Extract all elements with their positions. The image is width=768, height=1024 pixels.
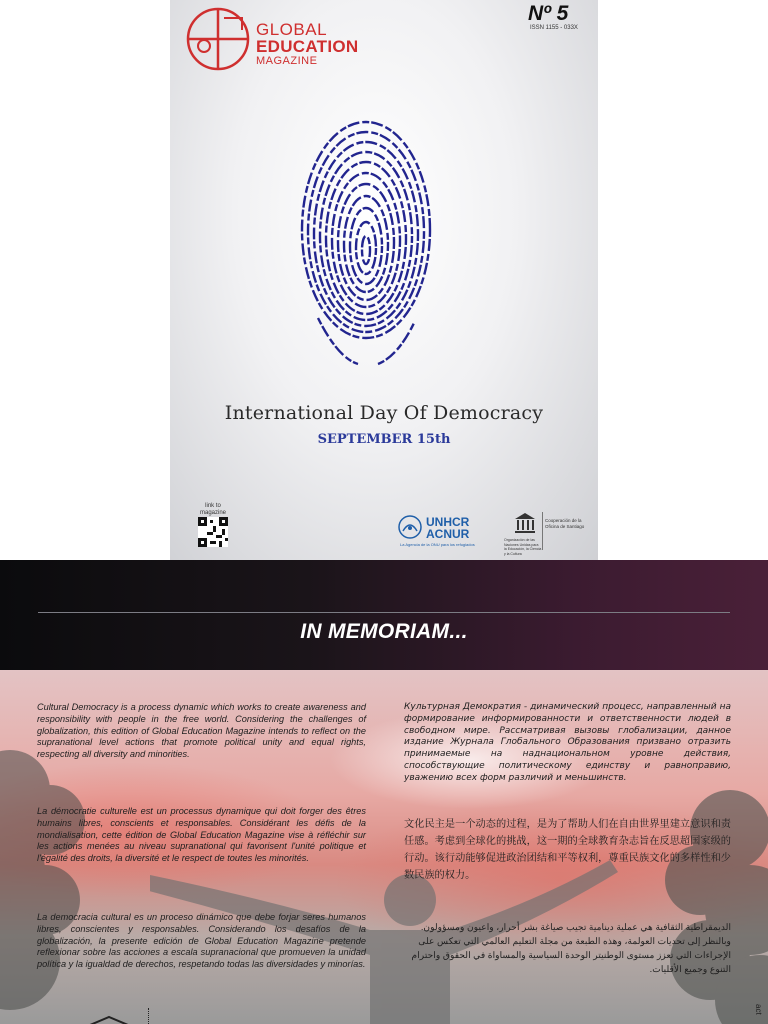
paragraph-french: La démocratie culturelle est un processus dynamique qui doit forger des êtres humains libres, conscients et responsables. Considérant les défis de la mondialisation, cette édition de Global Education Magazine vise à réfléchir sur les actions menées au niveau supranational qui favorisent l'unité politique et l'égalité des droits, la diversité et le respect de toutes les minorités. xyxy=(37,806,366,864)
unhcr-emblem xyxy=(398,515,422,539)
divider xyxy=(38,612,730,613)
paragraph-arabic: الديمقراطية الثقافية هي عملية دينامية تجيب صياغة بشر أحرار، واعيون ومسؤولون. وبالنظر إلى تحديات العولمة، وهذه الطبعة من مجلة التعليم العالمي التي تعكس على الإجراءات التي تعزز مستوى الوطنيتر الوحدة السياسية والمساواة في الحقوق واحترام التنوع وجميع الأقليات. xyxy=(411,922,731,974)
issue-number: Nº 5 xyxy=(528,2,569,25)
divider xyxy=(148,1008,151,1024)
global-education-logo xyxy=(184,6,252,72)
unesco-subtitle: Organización de las Naciones Unidas para la Educación, la Ciencia y la Cultura xyxy=(504,538,542,556)
paragraph-russian: Культурная Демократия - динамический процесс, направленный на формирование информированности и ответственности людей в свободном мире. Рассматривая вызовы глобализации, данное издание Журнала Глобального Образования призвано отразить принимаемые на наднациональном уровне действия, способствующие политическому единству и равноправию, уважению всех форм различий и меньшинств. xyxy=(404,702,731,783)
brand-name: MAGAZINE xyxy=(256,55,318,67)
roof-logo-icon xyxy=(88,1015,130,1024)
cover-date: SEPTEMBER 15th xyxy=(317,432,451,447)
magazine-cover xyxy=(170,0,598,560)
qr-code[interactable] xyxy=(198,517,228,547)
paragraph-spanish: La democracia cultural es un proceso dinámico que debe forjar seres humanos libres, conscientes y responsables. Considerando los desafíos de la globalización, la presente edición de Global Education Magazine pretende reflexionar sobre las acciones a escala supranacional que promueven la unidad política y la igualdad de derechos, respetando todas las diversidades y minorías. xyxy=(37,912,366,970)
paragraph-english: Cultural Democracy is a process dynamic which works to create awareness and responsibility with people in the free world. Considering the challenges of globalization, this edition of Global Education Magazine intends to reflect on the supranational level actions that promote political unity and equal rights, respecting all diversity and minorities. xyxy=(37,702,366,760)
in-memoriam-banner xyxy=(0,560,768,670)
paragraph-chinese: 文化民主是一个动态的过程，是为了帮助人们在自由世界里建立意识和责任感。考虑到全球化的挑战，这一期的全球教育杂志旨在反思超国家级的行动。该行动能够促进政治团结和平等权利，尊重民族文化的多样性和少数民族的权力。 xyxy=(404,819,731,881)
fingerprint-icon xyxy=(298,118,434,368)
brand-name: GLOBAL xyxy=(256,20,328,39)
unesco-office-label: Cooperación de la Oficina de Santiago xyxy=(545,518,585,529)
unhcr-wordmark: UNHCR ACNUR xyxy=(426,515,470,541)
edge-text: act xyxy=(754,1004,763,1015)
section-title: IN MEMORIAM... xyxy=(300,620,468,643)
divider xyxy=(542,512,543,550)
sunset-photo-section xyxy=(0,670,768,1024)
unesco-emblem xyxy=(513,512,537,534)
qr-caption: link to magazine xyxy=(200,503,227,516)
brand-name: EDUCATION xyxy=(256,37,359,56)
tree-silhouette xyxy=(0,730,120,1024)
unhcr-tagline: La Agencia de la ONU para los refugiados xyxy=(400,542,475,547)
issn-label: ISSN 1155 - 033X xyxy=(530,25,578,31)
cover-title: International Day Of Democracy xyxy=(224,402,544,424)
